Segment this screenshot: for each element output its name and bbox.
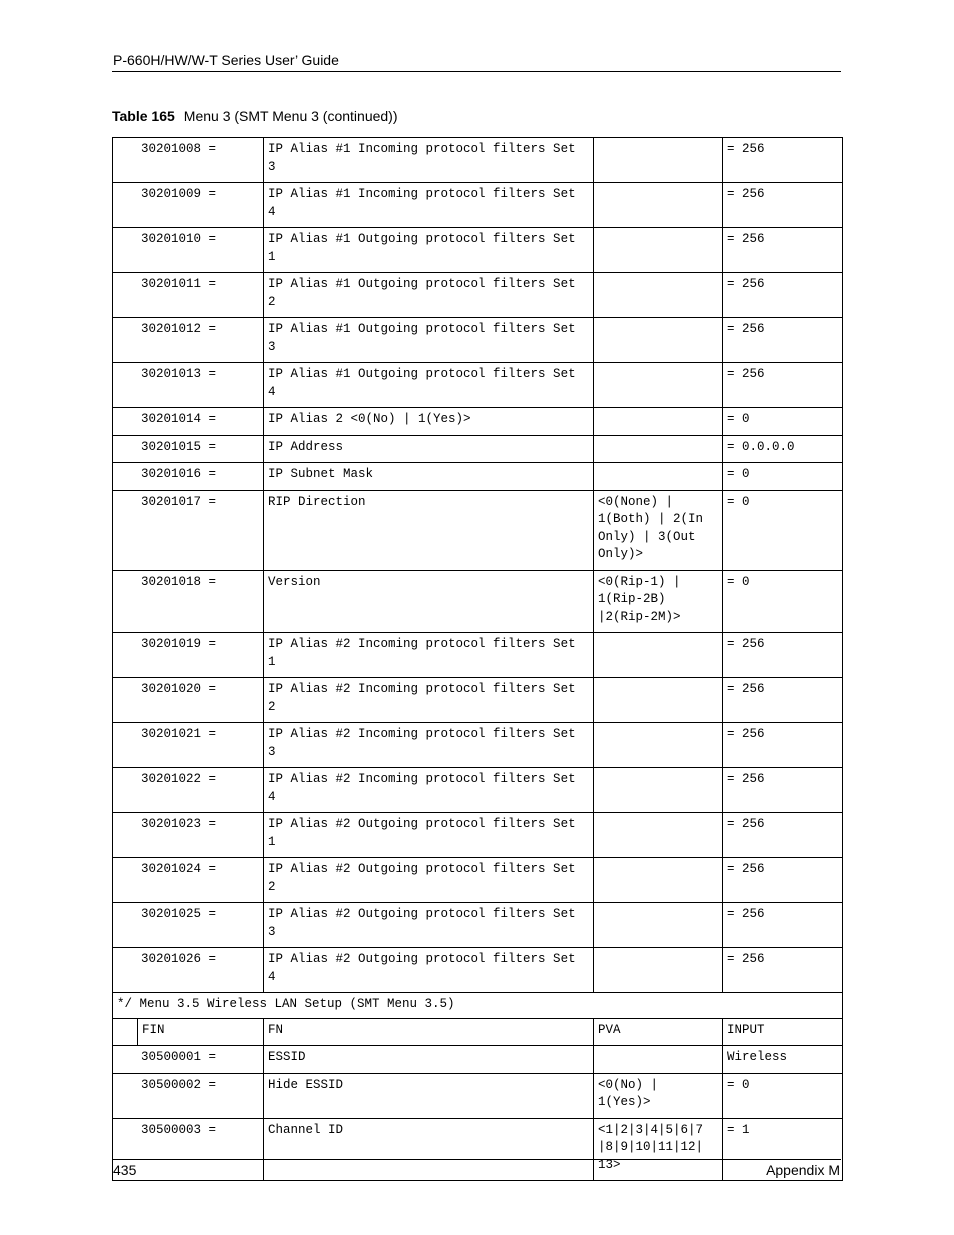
table-title: Menu 3 (SMT Menu 3 (continued)) bbox=[183, 108, 398, 124]
pva-cell: <0(No) | 1(Yes)> bbox=[594, 1073, 723, 1118]
column-header-pva: PVA bbox=[594, 1018, 723, 1046]
fn-cell: IP Alias #2 Incoming protocol filters Set 2 bbox=[264, 678, 594, 723]
input-cell: = 0 bbox=[723, 463, 843, 491]
pva-cell bbox=[594, 363, 723, 408]
pva-cell: <0(None) | 1(Both) | 2(In Only) | 3(Out Only)> bbox=[594, 490, 723, 570]
pva-cell bbox=[594, 903, 723, 948]
pva-cell bbox=[594, 858, 723, 903]
table-row bbox=[113, 435, 843, 463]
table-body bbox=[113, 138, 843, 1181]
input-cell: = 0 bbox=[723, 570, 843, 633]
pva-cell bbox=[594, 678, 723, 723]
pva-cell bbox=[594, 723, 723, 768]
table-row bbox=[113, 858, 843, 903]
fn-cell: IP Alias #1 Incoming protocol filters Set 4 bbox=[264, 183, 594, 228]
table-row bbox=[113, 633, 843, 678]
table-row bbox=[113, 570, 843, 633]
indent-cell bbox=[113, 1018, 138, 1046]
table-row bbox=[113, 948, 843, 993]
fn-cell: IP Alias #1 Incoming protocol filters Set 3 bbox=[264, 138, 594, 183]
fn-cell: IP Subnet Mask bbox=[264, 463, 594, 491]
fn-cell: IP Alias #2 Outgoing protocol filters Set 1 bbox=[264, 813, 594, 858]
pva-cell bbox=[594, 138, 723, 183]
pva-cell bbox=[594, 435, 723, 463]
fn-cell: IP Alias #2 Outgoing protocol filters Set 4 bbox=[264, 948, 594, 993]
input-cell: = 256 bbox=[723, 228, 843, 273]
section-heading: */ Menu 3.5 Wireless LAN Setup (SMT Menu 3.5) bbox=[113, 993, 843, 1019]
table-row bbox=[113, 463, 843, 491]
fin-cell: 30201010 = bbox=[113, 228, 264, 273]
table-row bbox=[113, 903, 843, 948]
input-cell: = 256 bbox=[723, 138, 843, 183]
fin-cell: 30201011 = bbox=[113, 273, 264, 318]
fin-cell: 30201026 = bbox=[113, 948, 264, 993]
fin-cell: 30500001 = bbox=[113, 1046, 264, 1074]
pva-cell bbox=[594, 318, 723, 363]
table-row bbox=[113, 228, 843, 273]
table-row bbox=[113, 813, 843, 858]
fin-cell: 30201014 = bbox=[113, 408, 264, 436]
fin-cell: 30201017 = bbox=[113, 490, 264, 570]
pva-cell bbox=[594, 228, 723, 273]
fin-cell: 30500003 = bbox=[113, 1118, 264, 1181]
input-cell: = 256 bbox=[723, 813, 843, 858]
fn-cell: IP Alias #1 Outgoing protocol filters Set 2 bbox=[264, 273, 594, 318]
pva-cell bbox=[594, 1046, 723, 1074]
table-number: Table 165 bbox=[112, 108, 175, 124]
pva-cell bbox=[594, 183, 723, 228]
table-row bbox=[113, 363, 843, 408]
input-cell: = 256 bbox=[723, 948, 843, 993]
fn-cell: IP Alias #2 Incoming protocol filters Set 1 bbox=[264, 633, 594, 678]
pva-cell: <0(Rip-1) | 1(Rip-2B) |2(Rip-2M)> bbox=[594, 570, 723, 633]
input-cell: = 0 bbox=[723, 1073, 843, 1118]
fn-cell: IP Alias #1 Outgoing protocol filters Set 1 bbox=[264, 228, 594, 273]
fn-cell: IP Alias #1 Outgoing protocol filters Set 3 bbox=[264, 318, 594, 363]
table-row bbox=[113, 678, 843, 723]
fin-cell: 30201013 = bbox=[113, 363, 264, 408]
table-row bbox=[113, 1046, 843, 1074]
fin-cell: 30201015 = bbox=[113, 435, 264, 463]
footer-rule bbox=[112, 1159, 841, 1160]
pva-cell bbox=[594, 948, 723, 993]
pva-cell bbox=[594, 463, 723, 491]
fn-cell: IP Alias #1 Outgoing protocol filters Set 4 bbox=[264, 363, 594, 408]
fn-cell: Hide ESSID bbox=[264, 1073, 594, 1118]
input-cell: = 256 bbox=[723, 633, 843, 678]
table-row bbox=[113, 1073, 843, 1118]
fn-cell: IP Alias #2 Outgoing protocol filters Set 3 bbox=[264, 903, 594, 948]
pva-cell: <1|2|3|4|5|6|7 |8|9|10|11|12| 13> bbox=[594, 1118, 723, 1181]
fn-cell: ESSID bbox=[264, 1046, 594, 1074]
column-header-input: INPUT bbox=[723, 1018, 843, 1046]
input-cell: = 256 bbox=[723, 723, 843, 768]
input-cell: = 256 bbox=[723, 183, 843, 228]
fin-cell: 30201024 = bbox=[113, 858, 264, 903]
input-cell: = 0.0.0.0 bbox=[723, 435, 843, 463]
fin-cell: 30201018 = bbox=[113, 570, 264, 633]
table-caption bbox=[112, 108, 398, 124]
table-row bbox=[113, 273, 843, 318]
fin-cell: 30500002 = bbox=[113, 1073, 264, 1118]
fin-cell: 30201022 = bbox=[113, 768, 264, 813]
fin-cell: 30201021 = bbox=[113, 723, 264, 768]
table-row bbox=[113, 768, 843, 813]
running-header-title: P-660H/HW/W-T Series User’ Guide bbox=[113, 52, 339, 68]
column-header-fn: FN bbox=[264, 1018, 594, 1046]
pva-cell bbox=[594, 768, 723, 813]
input-cell: = 1 bbox=[723, 1118, 843, 1181]
section-row bbox=[113, 993, 843, 1019]
fn-cell: IP Alias #2 Incoming protocol filters Set 3 bbox=[264, 723, 594, 768]
fin-cell: 30201016 = bbox=[113, 463, 264, 491]
fin-cell: 30201008 = bbox=[113, 138, 264, 183]
table-row bbox=[113, 318, 843, 363]
input-cell: = 256 bbox=[723, 363, 843, 408]
pva-cell bbox=[594, 813, 723, 858]
fn-cell: IP Alias 2 <0(No) | 1(Yes)> bbox=[264, 408, 594, 436]
input-cell: = 256 bbox=[723, 903, 843, 948]
input-cell: = 0 bbox=[723, 490, 843, 570]
column-header-row bbox=[113, 1018, 843, 1046]
fn-cell: IP Address bbox=[264, 435, 594, 463]
fin-cell: 30201020 = bbox=[113, 678, 264, 723]
table-row bbox=[113, 723, 843, 768]
table-row bbox=[113, 408, 843, 436]
fin-cell: 30201023 = bbox=[113, 813, 264, 858]
table-row bbox=[113, 490, 843, 570]
input-cell: = 256 bbox=[723, 678, 843, 723]
fn-cell: RIP Direction bbox=[264, 490, 594, 570]
input-cell: = 256 bbox=[723, 273, 843, 318]
fin-cell: 30201019 = bbox=[113, 633, 264, 678]
page-number: 435 bbox=[113, 1162, 137, 1178]
footer-section: Appendix M bbox=[766, 1162, 840, 1178]
input-cell: = 256 bbox=[723, 768, 843, 813]
fin-cell: 30201025 = bbox=[113, 903, 264, 948]
input-cell: Wireless bbox=[723, 1046, 843, 1074]
column-header-fin: FIN bbox=[138, 1018, 264, 1046]
header-rule bbox=[112, 71, 841, 72]
pva-cell bbox=[594, 633, 723, 678]
table-row bbox=[113, 1118, 843, 1181]
pva-cell bbox=[594, 273, 723, 318]
table-row bbox=[113, 138, 843, 183]
table-row bbox=[113, 183, 843, 228]
pva-cell bbox=[594, 408, 723, 436]
input-cell: = 0 bbox=[723, 408, 843, 436]
input-cell: = 256 bbox=[723, 858, 843, 903]
smt-menu-table bbox=[112, 137, 843, 1181]
fn-cell: Version bbox=[264, 570, 594, 633]
fn-cell: Channel ID bbox=[264, 1118, 594, 1181]
fin-cell: 30201009 = bbox=[113, 183, 264, 228]
fin-cell: 30201012 = bbox=[113, 318, 264, 363]
input-cell: = 256 bbox=[723, 318, 843, 363]
fn-cell: IP Alias #2 Incoming protocol filters Set 4 bbox=[264, 768, 594, 813]
fn-cell: IP Alias #2 Outgoing protocol filters Set 2 bbox=[264, 858, 594, 903]
